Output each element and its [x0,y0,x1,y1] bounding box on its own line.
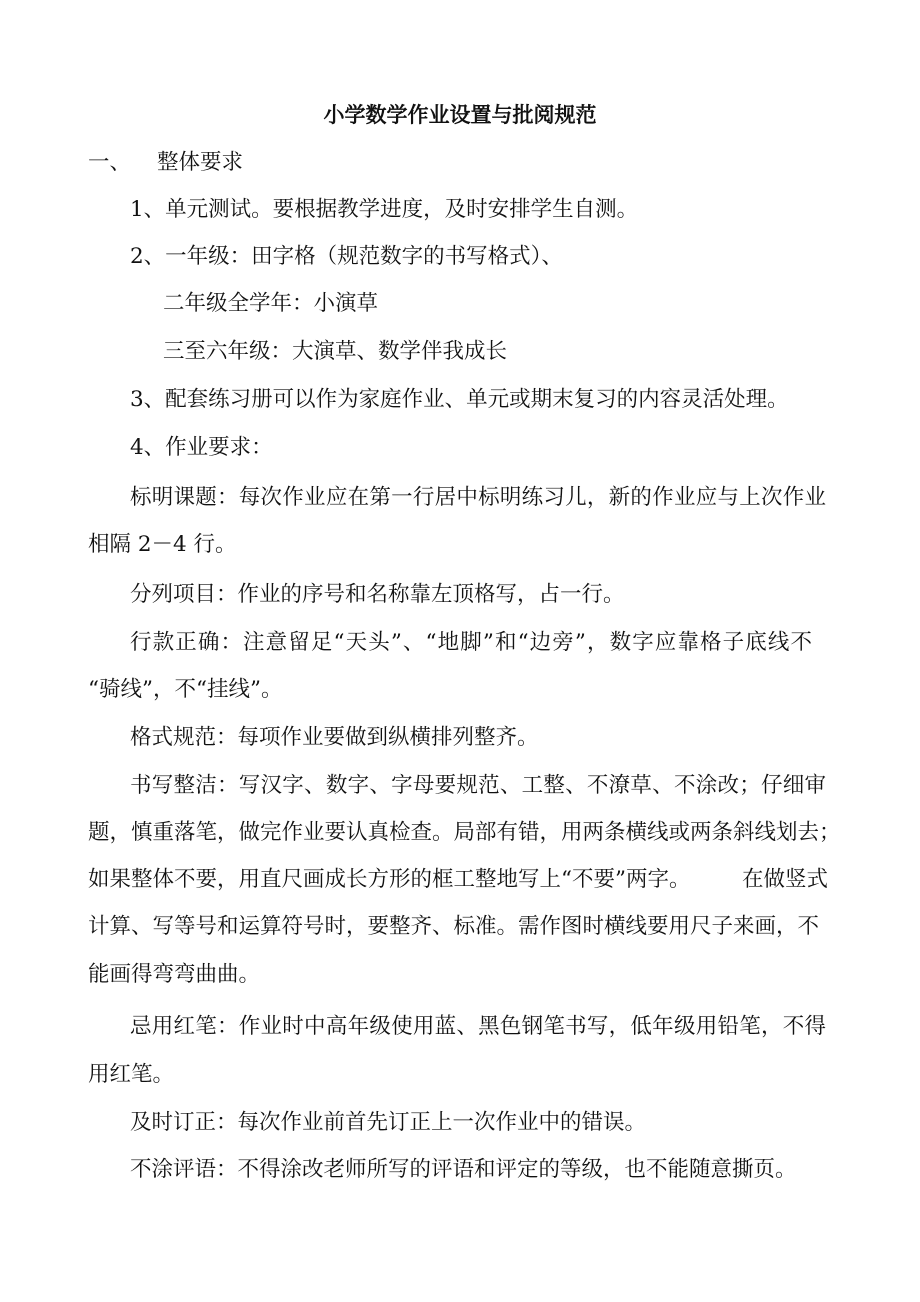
section-heading [88,150,243,176]
list-subitem-grade2: 二年级全学年：小演草 [163,291,379,316]
paragraph-line: 计算、写等号和运算符号时，要整齐、标准。需作图时横线要用尺子来画，不 [88,914,820,939]
section-title: 整体要求 [157,150,244,175]
paragraph-line: “骑线”，不“挂线”。 [88,677,283,702]
list-item-4: 4、作业要求： [130,435,273,460]
paragraph-line: 格式规范：每项作业要做到纵横排列整齐。 [130,725,539,750]
paragraph-line: 书写整洁：写汉字、数字、字母要规范、工整、不潦草、不涂改；仔细审 [130,773,826,798]
paragraph-text: 在做竖式 [741,867,828,892]
paragraph-text: 如果整体不要，用直尺画成长方形的框工整地写上“不要”两字。 [88,867,691,892]
paragraph-line: 不涂评语：不得涂改老师所写的评语和评定的等级，也不能随意撕页。 [130,1157,797,1182]
paragraph-line: 标明课题：每次作业应在第一行居中标明练习儿，新的作业应与上次作业 [130,485,826,510]
paragraph-line: 分列项目：作业的序号和名称靠左顶格写，占一行。 [130,582,625,607]
paragraph-line: 能画得弯弯曲曲。 [88,962,261,987]
paragraph-line: 行款正确：注意留足“天头”、“地脚”和“边旁”，数字应靠格子底线不 [130,630,812,655]
paragraph-line [88,867,828,893]
paragraph-line: 题，慎重落笔，做完作业要认真检查。局部有错，用两条横线或两条斜线划去； [88,820,841,845]
paragraph-line: 忌用红笔：作业时中高年级使用蓝、黑色钢笔书写，低年级用铅笔，不得 [130,1014,826,1039]
list-subitem-grade3-6: 三至六年级：大演草、数学伴我成长 [163,339,508,364]
paragraph-line: 及时订正：每次作业前首先订正上一次作业中的错误。 [130,1110,647,1135]
paragraph-line: 用红笔。 [88,1062,175,1087]
list-item-3: 3、配套练习册可以作为家庭作业、单元或期末复习的内容灵活处理。 [130,387,789,412]
section-number: 一、 [88,150,132,175]
paragraph-line: 相隔 2－4 行。 [88,532,237,557]
list-item-1: 1、单元测试。要根据教学进度，及时安排学生自测。 [130,197,639,222]
list-item-2: 2、一年级：田字格（规范数字的书写格式）、 [130,244,563,269]
document-title: 小学数学作业设置与批阅规范 [323,102,597,127]
